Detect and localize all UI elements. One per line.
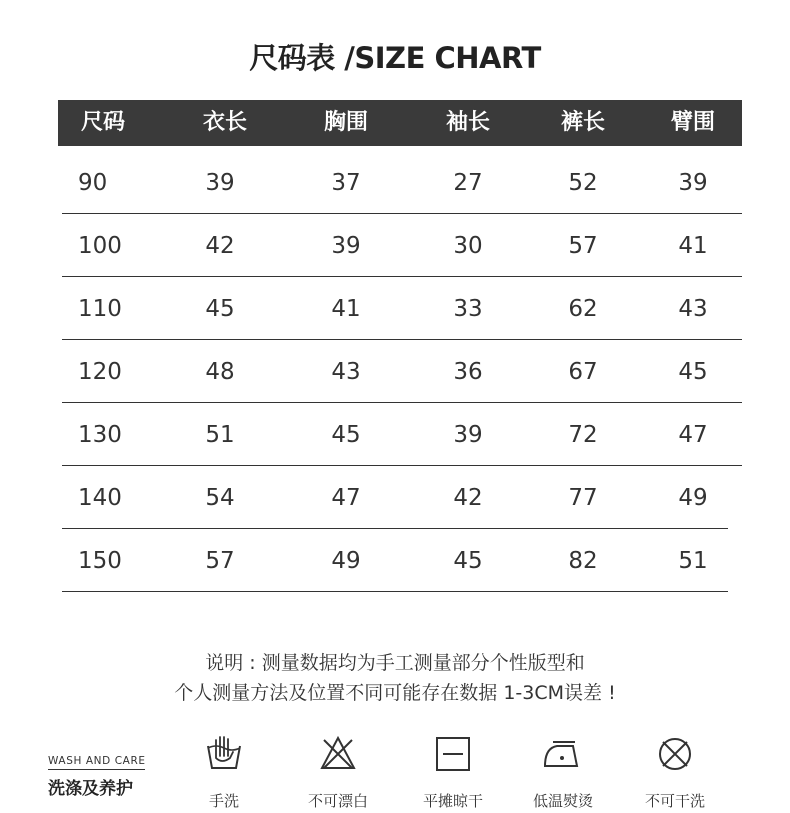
care-label: 手洗	[208, 792, 239, 810]
table-cell: 42	[453, 485, 483, 511]
iron-low-temp-icon	[541, 734, 583, 774]
care-label: 低温熨烫	[532, 792, 593, 810]
table-cell: 57	[205, 548, 235, 574]
table-cell: 47	[678, 422, 708, 448]
wash-title-en: WASH AND CARE	[48, 755, 146, 767]
table-cell: 43	[678, 296, 708, 322]
table-cell: 49	[331, 548, 361, 574]
table-cell: 42	[205, 233, 235, 259]
table-cell: 39	[678, 170, 708, 196]
header-sleeve: 袖长	[445, 110, 490, 135]
table-row	[62, 468, 728, 529]
care-label: 不可干洗	[644, 792, 705, 810]
table-cell: 130	[78, 422, 122, 448]
care-dry-flat	[403, 732, 503, 812]
page-title: 尺码表 /SIZE CHART	[249, 41, 541, 75]
table-cell: 33	[453, 296, 483, 322]
table-cell: 39	[453, 422, 483, 448]
care-no-dry-clean	[625, 732, 725, 812]
table-cell: 62	[568, 296, 598, 322]
hand-wash-icon	[206, 734, 242, 774]
table-cell: 36	[453, 359, 483, 385]
table-row	[62, 279, 742, 340]
table-cell: 48	[205, 359, 235, 385]
table-cell: 150	[78, 548, 122, 574]
table-cell: 37	[331, 170, 361, 196]
table-cell: 30	[453, 233, 483, 259]
wash-title-zh: 洗涤及养护	[48, 779, 133, 799]
table-cell: 39	[331, 233, 361, 259]
table-cell: 41	[331, 296, 361, 322]
header-chest: 胸围	[323, 110, 368, 135]
dry-flat-shade-icon	[435, 734, 471, 774]
care-no-bleach	[288, 732, 388, 812]
table-cell: 90	[78, 170, 108, 196]
table-cell: 67	[568, 359, 598, 385]
table-cell: 54	[205, 485, 235, 511]
table-cell: 77	[568, 485, 598, 511]
care-hand-wash	[174, 732, 274, 812]
table-cell: 51	[678, 548, 708, 574]
table-cell: 110	[78, 296, 122, 322]
table-cell: 27	[453, 170, 483, 196]
no-bleach-icon	[320, 734, 356, 774]
table-row	[62, 153, 742, 214]
table-cell: 45	[453, 548, 483, 574]
table-cell: 39	[205, 170, 235, 196]
table-row	[62, 342, 742, 403]
table-cell: 140	[78, 485, 122, 511]
table-cell: 120	[78, 359, 122, 385]
table-cell: 41	[678, 233, 708, 259]
header-size: 尺码	[80, 110, 125, 135]
table-cell: 57	[568, 233, 598, 259]
table-cell: 49	[678, 485, 708, 511]
care-label: 不可漂白	[307, 792, 368, 810]
table-cell: 82	[568, 548, 598, 574]
table-row	[62, 216, 742, 277]
care-iron-low	[513, 732, 613, 812]
table-cell: 45	[678, 359, 708, 385]
table-cell: 52	[568, 170, 598, 196]
table-row	[62, 531, 728, 592]
table-cell: 100	[78, 233, 122, 259]
table-header	[58, 100, 742, 146]
table-cell: 45	[331, 422, 361, 448]
table-row	[62, 405, 742, 466]
note-line-1: 说明 : 测量数据均为手工测量部分个性版型和	[205, 652, 585, 674]
no-dry-clean-icon	[657, 734, 693, 774]
table-cell: 43	[331, 359, 361, 385]
note-line-2: 个人测量方法及位置不同可能存在数据 1-3CM误差 !	[174, 682, 616, 704]
table-cell: 51	[205, 422, 235, 448]
wash-divider	[48, 769, 145, 770]
table-cell: 47	[331, 485, 361, 511]
header-pants: 裤长	[560, 110, 605, 135]
table-cell: 45	[205, 296, 235, 322]
care-label: 平摊晾干	[422, 792, 483, 810]
table-cell: 72	[568, 422, 598, 448]
header-arm: 臂围	[670, 110, 715, 135]
header-length: 衣长	[202, 110, 247, 135]
